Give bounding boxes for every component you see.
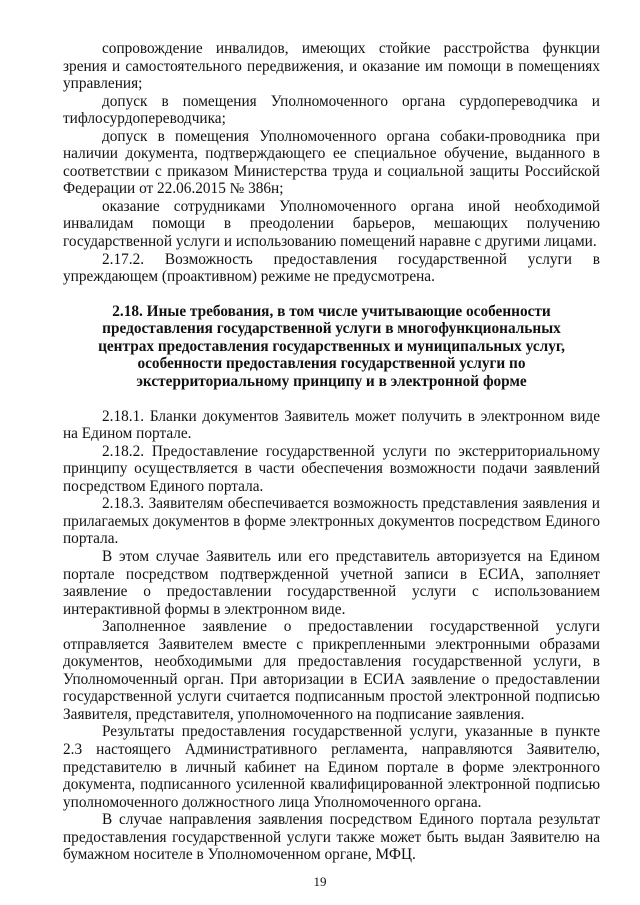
paragraph-guide-dog: допуск в помещения Уполномоченного органа собаки-проводника при наличии документа, подтверждающего ее специальное обучение, выданного в соответствии с приказом Министерства труда и социальной защиты Российской Федерации от 22.06.2015 № 386н; xyxy=(63,127,600,198)
paragraph-assistance: оказание сотрудниками Уполномоченного органа иной необходимой инвалидам помощи в преодолении барьеров, мешающих получению государственной услуги и использованию помещений наравне с другими лицами. xyxy=(63,197,600,251)
page-number: 19 xyxy=(313,874,327,889)
paragraph-2-18-3: 2.18.3. Заявителям обеспечивается возможность представления заявления и прилагаемых документов в форме электронных документов посредством Единого портала. xyxy=(63,495,600,548)
paragraph-escort: сопровождение инвалидов, имеющих стойкие расстройства функции зрения и самостоятельного передвижения, и оказание им помощи в помещениях управления; xyxy=(63,40,600,93)
spacer xyxy=(63,286,600,303)
document-page xyxy=(63,40,600,864)
paragraph-authorization: В этом случае Заявитель или его представитель авторизуется на Едином портале посредством подтвержденной учетной записи в ЕСИА, заполняет заявление о предоставлении государственной услуги с использованием интерактивной формы в электронном виде. xyxy=(63,548,600,618)
paragraph-submission: Заполненное заявление о предоставлении государственной услуги отправляется Заявителем вместе с прикрепленными электронными образами документов, необходимыми для предоставления государственной услуги, в Уполномоченный орган. При авторизации в ЕСИА заявление о предоставлении государственной услуги считается подписанным простой электронной подписью Заявителя, представителя, уполномоченного на подписание заявления. xyxy=(63,618,600,723)
paragraph-sign-interpreter: допуск в помещения Уполномоченного органа сурдопереводчика и тифлосурдопереводчика; xyxy=(63,92,600,128)
paragraph-2-17-2: 2.17.2. Возможность предоставления государственной услуги в упреждающем (проактивном) режиме не предусмотрена. xyxy=(63,250,600,286)
paragraph-results: Результаты предоставления государственной услуги, указанные в пункте 2.3 настоящего Административного регламента, направляются Заявителю, представителю в личный кабинет на Едином портале в форме электронного документа, подписанного усиленной квалифицированной электронной подписью уполномоченного должностного лица Уполномоченного органа. xyxy=(63,723,600,811)
paragraph-2-18-2: 2.18.2. Предоставление государственной услуги по экстерриториальному принципу осуществляется в части обеспечения возможности подачи заявлений посредством Единого портала. xyxy=(63,442,600,495)
section-heading-2-18: 2.18. Иные требования, в том числе учитывающие особенности предоставления государственной услуги в многофункциональных центрах предоставления государственных и муниципальных услуг, особенности предоставления государственной услуги по экстерриториальному принципу и в электронной форме xyxy=(98,302,565,391)
paragraph-2-18-1: 2.18.1. Бланки документов Заявитель может получить в электронном виде на Едином портале. xyxy=(63,407,600,443)
spacer xyxy=(63,391,600,408)
paragraph-paper-result: В случае направления заявления посредством Единого портала результат предоставления государственной услуги также может быть выдан Заявителю на бумажном носителе в Уполномоченном органе, МФЦ. xyxy=(63,811,600,864)
